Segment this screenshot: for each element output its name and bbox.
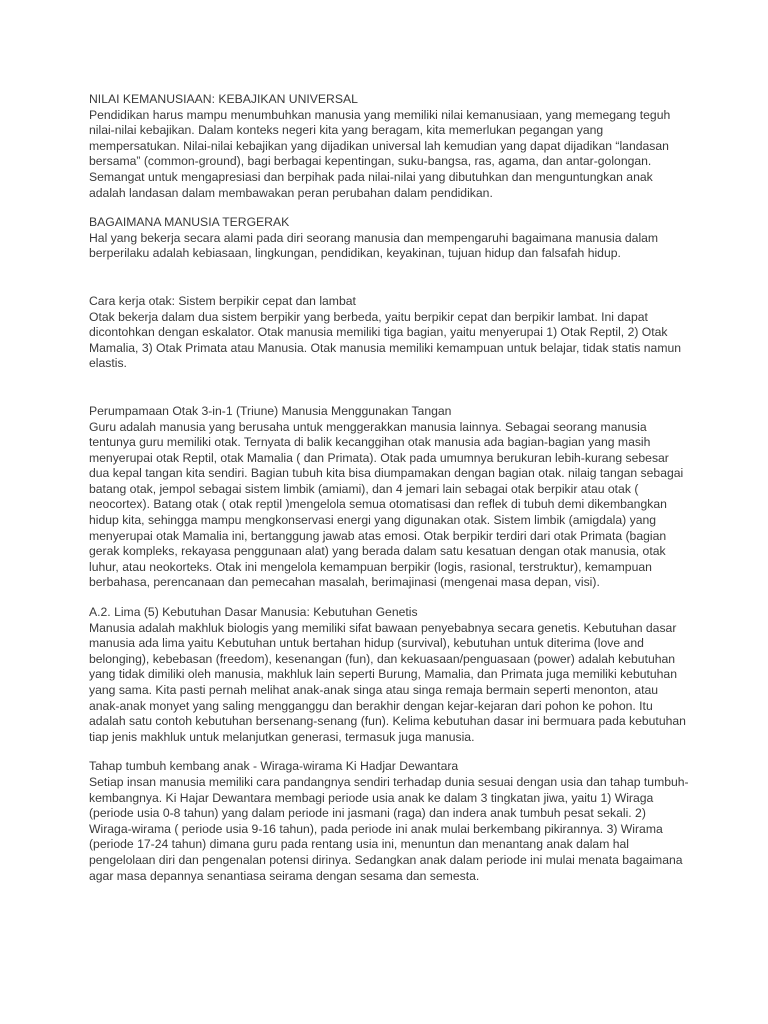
document-page bbox=[89, 92, 689, 884]
section-heading: NILAI KEMANUSIAAN: KEBAJIKAN UNIVERSAL bbox=[89, 92, 358, 106]
section-paragraph: Otak bekerja dalam dua sistem berpikir yang berbeda, yaitu berpikir cepat dan berpikir lambat. Ini dapat dicontohkan dengan eskalator. Otak manusia memiliki tiga bagian, yaitu menyerupai 1) Otak Reptil, 2) Otak Mamalia, 3) Otak Primata atau Manusia. Otak manusia memiliki kemampuan untuk belajar, tidak statis namun elastis. bbox=[89, 309, 682, 371]
section-perumpamaan-otak bbox=[89, 404, 689, 591]
section-paragraph: Guru adalah manusia yang berusaha untuk menggerakkan manusia lainnya. Sebagai seorang manusia tentunya guru memiliki otak. Ternyata di balik kecanggihan otak manusia ada bagian-bagian yang masih menyerupai otak Reptil, otak Mamalia ( dan Primata). Otak pada umumnya berukuran lebih-kurang sebesar dua kepal tangan kita sendiri. Bagian tubuh kita bisa diumpamakan dengan bagian otak. nilaig tangan sebagai batang otak, jempol sebagai sistem limbik (amiami), dan 4 jemari lain sebagai otak berpikir atau otak ( neocortex). Batang otak ( otak reptil )mengelola semua otomatisasi dan reflek di tubuh demi dikembangkan hidup kita, sehingga mampu mengkonservasi energi yang digunakan otak. Sistem limbik (amigdala) yang menyerupai otak Mamalia ini, bertanggung jawab atas emosi. Otak berpikir terdiri dari otak Primata (bagian gerak kompleks, rekayasa penggunaan alat) yang berada dalam satu kesatuan dengan otak manusia, otak luhur, atau neokorteks. Otak ini mengelola kemampuan berpikir (logis, rasional, terstruktur), kemampuan berbahasa, perencanaan dan pemecahan masalah, berimajinasi (mengenai masa depan, visi). bbox=[89, 419, 684, 590]
section-paragraph: Manusia adalah makhluk biologis yang memiliki sifat bawaan penyebabnya secara genetis. Kebutuhan dasar manusia ada lima yaitu Kebutuhan untuk bertahan hidup (survival), kebutuhan untuk diterima (love and belonging), kebebasan (freedom), kesenangan (fun), dan kekuasaan/penguasaan (power) adalah kebutuhan yang tidak dimiliki oleh manusia, makhluk lain seperti Burung, Mamalia, dan Primata juga memiliki kebutuhan yang sama. Kita pasti pernah melihat anak-anak singa atau singa remaja bermain seperti menonton, atau anak-anak monyet yang saling mengganggu dan berakhir dengan kejar-kejaran dari pohon ke pohon. Itu adalah satu contoh kebutuhan bersenang-senang (fun). Kelima kebutuhan dasar ini bermuara pada kebutuhan tiap jenis makhluk untuk melanjutkan generasi, termasuk juga manusia. bbox=[89, 620, 686, 744]
section-tahap-tumbuh-kembang bbox=[89, 759, 689, 884]
section-paragraph: Setiap insan manusia memiliki cara pandangnya sendiri terhadap dunia sesuai dengan usia dan tahap tumbuh-kembangnya. Ki Hajar Dewantara membagi periode usia anak ke dalam 3 tingkatan jiwa, yaitu 1) Wiraga (periode usia 0-8 tahun) yang dalam periode ini jasmani (raga) dan indera anak tumbuh pesat sekali. 2) Wiraga-wirama ( periode usia 9-16 tahun), pada periode ini anak mulai berkembang pikirannya. 3) Wirama (periode 17-24 tahun) dimana guru pada rentang usia ini, menuntun dan menantang anak dalam hal pengelolaan diri dan pengenalan potensi dirinya. Sedangkan anak dalam periode ini mulai menata bagaimana agar masa depannya senantiasa seirama dengan sesama dan semesta. bbox=[89, 774, 689, 883]
spacer bbox=[89, 591, 689, 605]
spacer bbox=[89, 745, 689, 759]
section-paragraph: Pendidikan harus mampu menumbuhkan manusia yang memiliki nilai kemanusiaan, yang memegang teguh nilai-nilai kebajikan. Dalam konteks negeri kita yang beragam, kita memerlukan pegangan yang mempersatukan. Nilai-nilai kebajikan yang dijadikan universal lah kemudian yang dapat dijadikan “landasan bersama” (common-ground), bagi berbagai kepentingan, suku-bangsa, ras, agama, dan antar-golongan. Semangat untuk mengapresiasi dan berpihak pada nilai-nilai yang dibutuhkan dan menguntungkan anak adalah landasan dalam membawakan peran perubahan dalam pendidikan. bbox=[89, 107, 671, 200]
section-bagaimana-manusia-tergerak bbox=[89, 215, 689, 262]
section-heading: Perumpamaan Otak 3-in-1 (Triune) Manusia Menggunakan Tangan bbox=[89, 403, 452, 418]
spacer bbox=[89, 201, 689, 215]
section-nilai-kemanusiaan bbox=[89, 92, 689, 201]
section-heading: A.2. Lima (5) Kebutuhan Dasar Manusia: Kebutuhan Genetis bbox=[89, 605, 418, 620]
section-cara-kerja-otak bbox=[89, 294, 689, 372]
section-kebutuhan-dasar bbox=[89, 605, 689, 745]
section-heading: Tahap tumbuh kembang anak - Wiraga-wirama Ki Hadjar Dewantara bbox=[89, 759, 459, 774]
spacer bbox=[89, 262, 689, 294]
spacer bbox=[89, 372, 689, 404]
section-heading: BAGAIMANA MANUSIA TERGERAK bbox=[89, 215, 290, 230]
section-paragraph: Hal yang bekerja secara alami pada diri seorang manusia dan mempengaruhi bagaimana manusia dalam berperilaku adalah kebiasaan, lingkungan, pendidikan, keyakinan, tujuan hidup dan falsafah hidup. bbox=[89, 230, 659, 261]
section-heading: Cara kerja otak: Sistem berpikir cepat dan lambat bbox=[89, 293, 356, 308]
